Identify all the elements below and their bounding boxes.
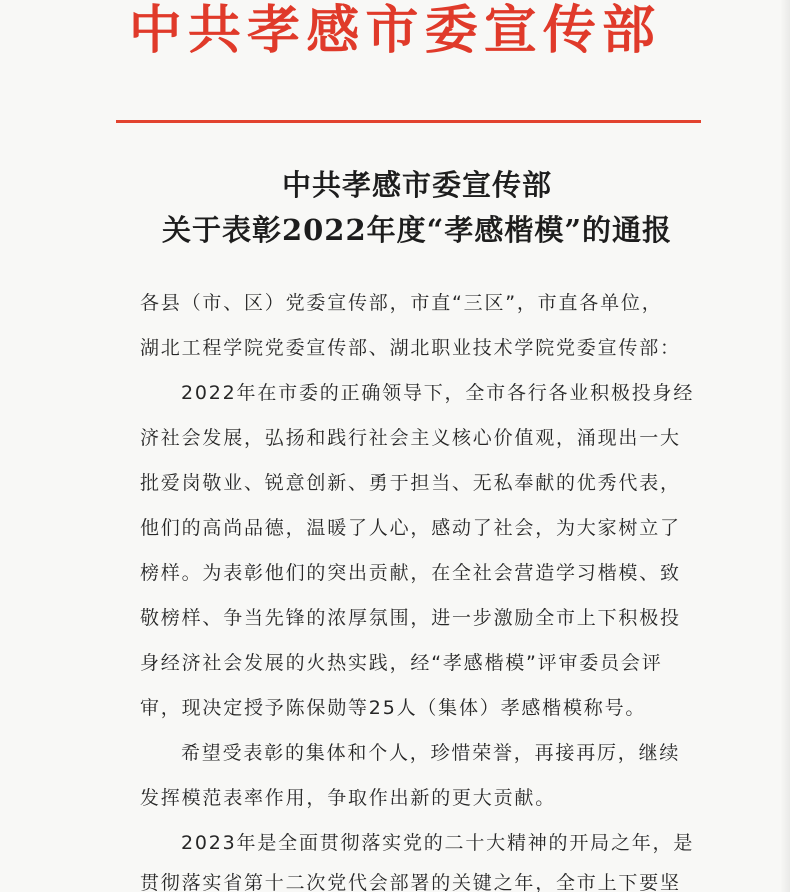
page-edge-shadow: [780, 0, 790, 892]
letterhead-divider: [116, 120, 701, 123]
body-line-10: 审，现决定授予陈保勋等25人（集体）孝感楷模称号。: [140, 697, 647, 719]
body-line-9: 身经济社会发展的火热实践，经“孝感楷模”评审委员会评: [140, 652, 663, 674]
body-line-13: 2023年是全面贯彻落实党的二十大精神的开局之年，是: [181, 832, 695, 854]
letterhead-issuer: 中共孝感市委宣传部: [128, 0, 662, 61]
body-line-8: 敬榜样、争当先锋的浓厚氛围，进一步激励全市上下积极投: [140, 607, 681, 629]
body-line-14: 贯彻落实省第十二次党代会部署的关键之年，全市上下要坚: [140, 872, 681, 892]
document-title-line-2: 关于表彰2022年度“孝感楷模”的通报: [161, 213, 673, 247]
body-line-7: 榜样。为表彰他们的突出贡献，在全社会营造学习楷模、致: [140, 562, 681, 584]
body-line-4: 济社会发展，弘扬和践行社会主义核心价值观，涌现出一大: [140, 427, 681, 449]
body-line-1: 各县（市、区）党委宣传部，市直“三区”，市直各单位，: [140, 292, 663, 314]
body-line-11: 希望受表彰的集体和个人，珍惜荣誉，再接再厉，继续: [181, 742, 681, 764]
body-line-12: 发挥模范表率作用，争取作出新的更大贡献。: [140, 787, 557, 809]
document-title-line-1: 中共孝感市委宣传部: [281, 168, 552, 202]
body-line-6: 他们的高尚品德，温暖了人心，感动了社会，为大家树立了: [140, 517, 681, 539]
body-line-5: 批爱岗敬业、锐意创新、勇于担当、无私奉献的优秀代表，: [140, 472, 681, 494]
body-line-2: 湖北工程学院党委宣传部、湖北职业技术学院党委宣传部：: [140, 337, 681, 359]
body-line-3: 2022年在市委的正确领导下，全市各行各业积极投身经: [181, 382, 695, 404]
